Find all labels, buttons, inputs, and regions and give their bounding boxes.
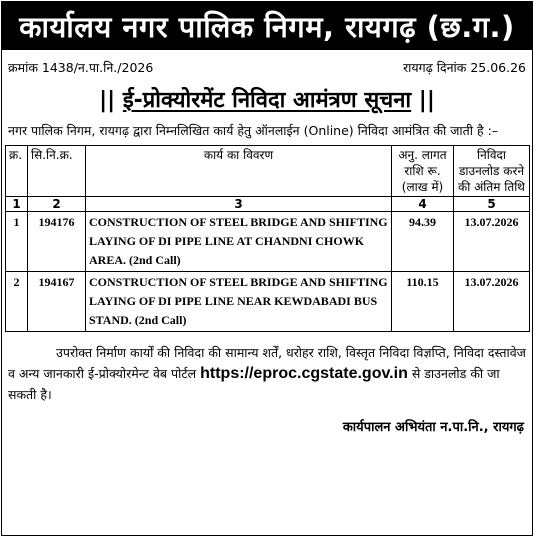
footer-text-after: से डाउनलोड की जा सकती है। [8,366,500,402]
cell-cost: 110.15 [392,272,454,332]
header-tender-no: सि.नि.क्र. [28,146,86,197]
column-number: 5 [454,197,530,212]
column-number: 4 [392,197,454,212]
header-description: कार्य का विवरण [86,146,392,197]
header-serial: क्र. [6,146,28,197]
header-last-date: निविदा डाउनलोड करने की अंतिम तिथि [454,146,530,197]
signature: कार्यपालन अभियंता न.पा.नि., रायगढ़ [342,420,524,435]
heading-prefix: || [99,88,123,113]
column-number: 1 [6,197,28,212]
reference-date: रायगढ़ दिनांक 25.06.26 [403,60,526,75]
office-banner [2,2,532,50]
heading-suffix: || [411,88,435,113]
cell-description: CONSTRUCTION OF STEEL BRIDGE AND SHIFTING LAYING OF DI PIPE LINE AT CHANDNI CHOWK AREA. (2nd Call) [86,212,392,272]
cell-last-date: 13.07.2026 [454,212,530,272]
cell-description: CONSTRUCTION OF STEEL BRIDGE AND SHIFTING LAYING OF DI PIPE LINE NEAR KEWDABADI BUS STAND. (2nd Call) [86,272,392,332]
table-row [6,212,530,272]
footer-text-before: उपरोक्त निर्माण कार्यों की निविदा की सामान्य शर्तें, धरोहर राशि, विस्तृत निविदा विज्ञप्ति, निविदा दस्तावेज व अन्य जानकारी ई-प्रोक्योरमेन्ट वेब पोर्टल [8,345,526,381]
reference-number: क्रमांक 1438/न.पा.नि./2026 [8,60,154,75]
footer-text [2,342,532,405]
cell-last-date: 13.07.2026 [454,272,530,332]
cell-tender-no: 194167 [28,272,86,332]
reference-line [2,59,532,76]
column-number: 2 [28,197,86,212]
table-row [6,272,530,332]
cell-cost: 94.39 [392,212,454,272]
column-number-row [6,197,530,212]
cell-tender-no: 194176 [28,212,86,272]
notice-title: ई-प्रोक्योरमेंट निविदा आमंत्रण सूचना [122,88,412,113]
cell-serial: 2 [6,272,28,332]
notice-heading [2,84,532,114]
tender-notice [1,1,533,536]
cell-serial: 1 [6,212,28,272]
column-number: 3 [86,197,392,212]
intro-text: नगर पालिक निगम, रायगढ़ द्वारा निम्नलिखित कार्य हेतु ऑनलाईन (Online) निविदा आमंत्रित की जाती है :– [8,123,499,138]
portal-link[interactable]: https://eproc.cgstate.gov.in [200,365,408,382]
header-cost: अनु. लागत राशि रू. (लाख में) [392,146,454,197]
table-header-row [6,146,530,197]
tender-table [5,145,530,332]
office-title: कार्यालय नगर पालिक निगम, रायगढ़ (छ.ग.) [19,9,515,44]
